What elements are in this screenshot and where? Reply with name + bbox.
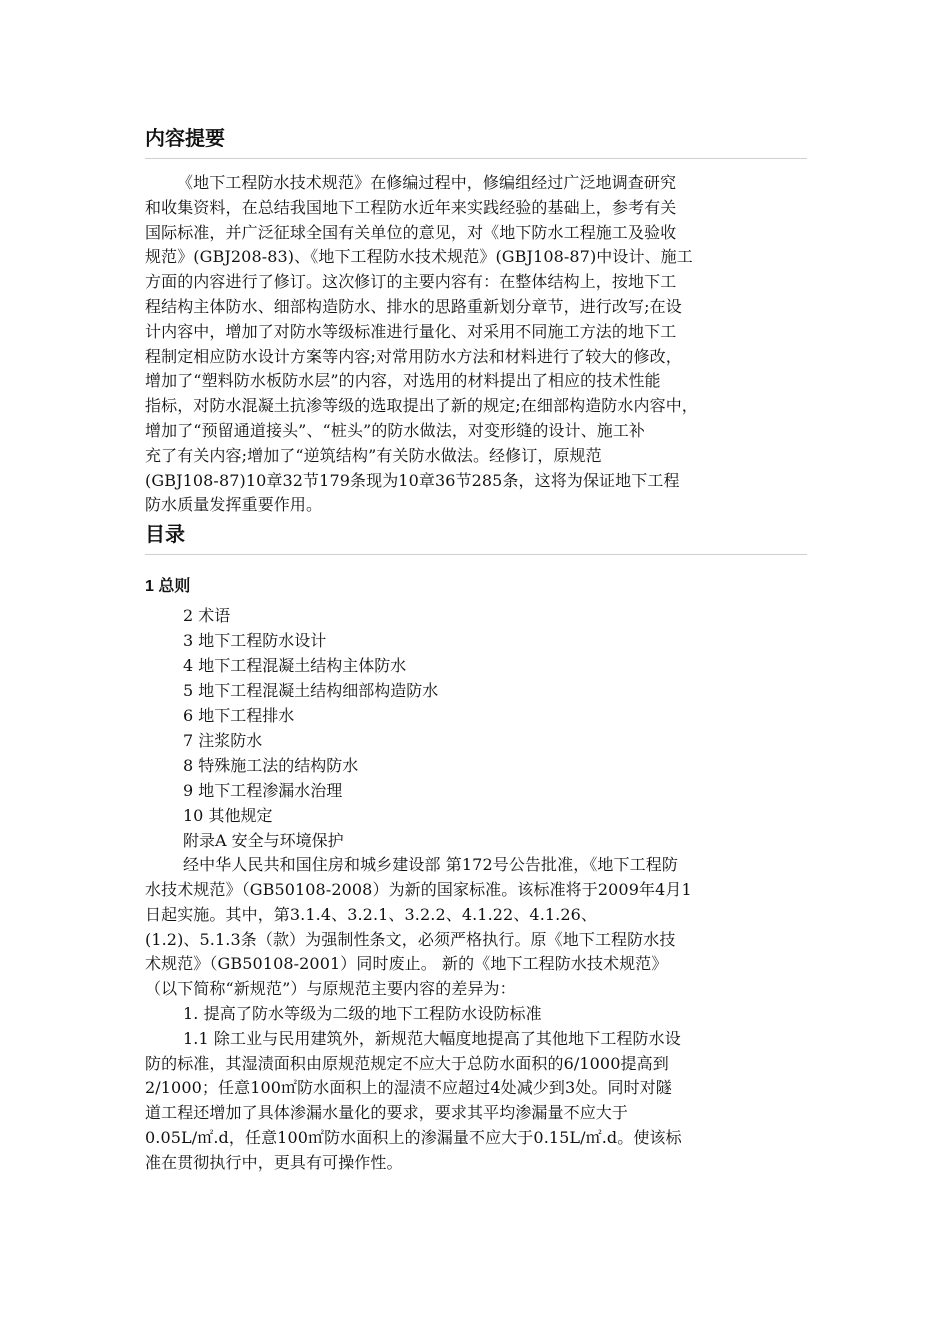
text-line: 指标，对防水混凝土抗渗等级的选取提出了新的规定;在细部构造防水内容中， (145, 396, 698, 416)
text-line: 日起实施。其中，第3.1.4、3.2.1、3.2.2、4.1.22、4.1.26、 (145, 904, 598, 924)
toc-item: 4 地下工程混凝土结构主体防水 (183, 656, 407, 676)
text-line: 1.1 除工业与民用建筑外，新规范大幅度地提高了其他地下工程防水设 (183, 1028, 681, 1048)
text-line: 国际标准，并广泛征球全国有关单位的意见，对《地下防水工程施工及验收 (145, 222, 677, 242)
toc-heading: 目录 (145, 522, 807, 555)
toc-item: 8 特殊施工法的结构防水 (183, 756, 359, 776)
text-line: 和收集资料，在总结我国地下工程防水近年来实践经验的基础上，参考有关 (145, 197, 677, 217)
summary-paragraph (145, 171, 807, 518)
text-line: 术规范》（GB50108-2001）同时废止。 新的《地下工程防水技术规范》 (145, 954, 668, 974)
text-line: （以下简称“新规范”）与原规范主要内容的差异为： (145, 979, 516, 999)
approval-paragraph (145, 853, 807, 1002)
toc-item: 3 地下工程防水设计 (183, 631, 327, 651)
summary-heading: 内容提要 (145, 126, 807, 159)
text-line: 计内容中，增加了对防水等级标准进行量化、对采用不同施工方法的地下工 (145, 321, 677, 341)
text-line: 2/1000；任意100㎡防水面积上的湿渍不应超过4处减少到3处。同时对隧 (145, 1078, 672, 1098)
text-line: 《地下工程防水技术规范》在修编过程中，修编组经过广泛地调查研究 (177, 173, 677, 192)
text-line: 经中华人民共和国住房和城乡建设部 第172号公告批准，《地下工程防 (183, 855, 678, 875)
text-line: 防水质量发挥重要作用。 (145, 495, 323, 515)
text-line: 道工程还增加了具体渗漏水量化的要求，要求其平均渗漏量不应大于 (145, 1103, 629, 1123)
text-line: 水技术规范》（GB50108-2008）为新的国家标准。该标准将于2009年4月1 (145, 879, 692, 899)
toc-item: 附录A 安全与环境保护 (183, 831, 344, 851)
toc-list (145, 603, 807, 853)
text-line: 程制定相应防水设计方案等内容;对常用防水方法和材料进行了较大的修改， (145, 346, 682, 366)
text-line: 0.05L/㎡.d，任意100㎡防水面积上的渗漏量不应大于0.15L/㎡.d。使该标 (145, 1127, 682, 1147)
difference-1-title: 1. 提高了防水等级为二级的地下工程防水设防标准 (183, 1003, 542, 1023)
toc-item: 9 地下工程渗漏水治理 (183, 781, 343, 801)
text-line: 规范》(GBJ208-83)、《地下工程防水技术规范》(GBJ108-87)中设计、施工 (145, 247, 693, 267)
text-line: 方面的内容进行了修订。这次修订的主要内容有：在整体结构上，按地下工 (145, 272, 677, 292)
toc-item: 7 注浆防水 (183, 731, 263, 751)
text-line: 增加了“预留通道接头”、“桩头”的防水做法，对变形缝的设计、施工补 (145, 420, 646, 440)
text-line: 防的标准，其湿渍面积由原规范规定不应大于总防水面积的6/1000提高到 (145, 1053, 669, 1073)
difference-1-1-paragraph (145, 1027, 807, 1176)
toc-item: 6 地下工程排水 (183, 706, 295, 726)
document-page (145, 0, 807, 1176)
toc-item: 2 术语 (183, 606, 231, 626)
text-line: 准在贯彻执行中，更具有可操作性。 (145, 1152, 403, 1172)
toc-item: 10 其他规定 (183, 806, 273, 826)
toc-item: 5 地下工程混凝土结构细部构造防水 (183, 681, 439, 701)
text-line: 程结构主体防水、细部构造防水、排水的思路重新划分章节，进行改写;在设 (145, 296, 682, 316)
text-line: (1.2)、5.1.3条（款）为强制性条文，必须严格执行。原《地下工程防水技 (145, 929, 676, 949)
toc-chapter-1: 1 总则 (145, 578, 191, 596)
text-line: (GBJ108-87)10章32节179条现为10章36节285条，这将为保证地下工程 (145, 470, 680, 490)
text-line: 增加了“塑料防水板防水层”的内容，对选用的材料提出了相应的技术性能 (145, 371, 661, 391)
text-line: 充了有关内容;增加了“逆筑结构”有关防水做法。经修订，原规范 (145, 445, 602, 465)
